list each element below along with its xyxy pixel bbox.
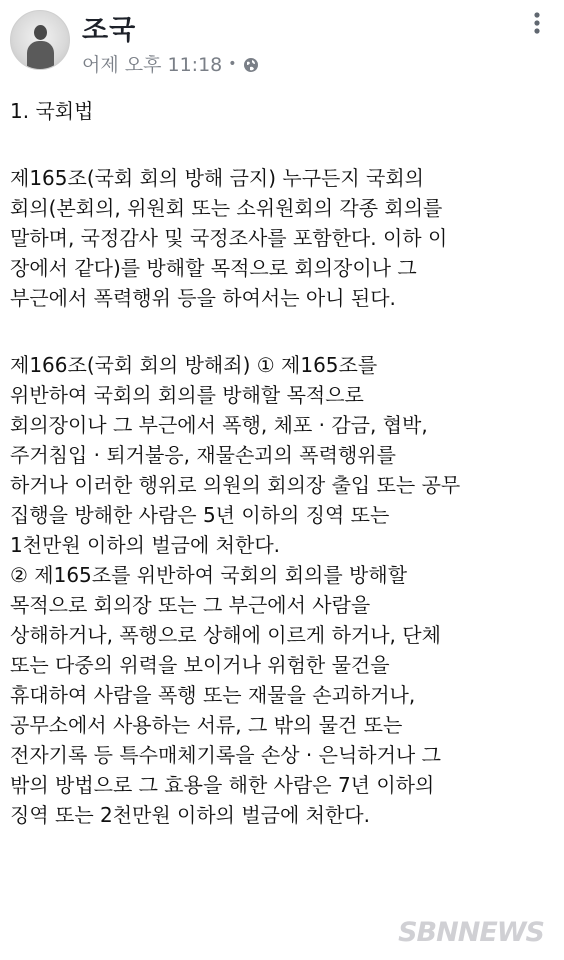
globe-icon[interactable] bbox=[243, 56, 259, 72]
article-166-paragraph-1: 제166조(국회 회의 방해죄) ① 제165조를 위반하여 국회의 회의를 방해할 목적으로 회의장이나 그 부근에서 폭행, 체포 · 감금, 협박, 주거침입 · 퇴거불응, 재물손괴의 폭력행위를 하거나 이러한 행위로 의원의 회의장 출입 또는 공무 집행을 방해한 사람은 5년 이하의 징역 또는 1천만원 이하의 벌금에 처한다. bbox=[10, 353, 461, 557]
avatar-figure-body bbox=[27, 41, 54, 70]
author-name[interactable]: 조국 bbox=[82, 15, 137, 46]
meta-separator: • bbox=[228, 55, 237, 72]
more-dots-icon bbox=[534, 12, 540, 34]
post-heading: 1. 국회법 bbox=[10, 99, 94, 123]
post-meta bbox=[82, 50, 259, 77]
post-header bbox=[0, 0, 564, 80]
more-options-button[interactable] bbox=[526, 12, 548, 34]
post-timestamp[interactable]: 어제 오후 11:18 bbox=[82, 54, 223, 76]
avatar[interactable] bbox=[10, 10, 70, 70]
article-166-paragraph-2: ② 제165조를 위반하여 국회의 회의를 방해할 목적으로 회의장 또는 그 부근에서 사람을 상해하거나, 폭행으로 상해에 이르게 하거나, 단체 또는 다중의 위력을 보이거나 위험한 물건을 휴대하여 사람을 폭행 또는 재물을 손괴하거나, 공무소에서 사용하는 서류, 그 밖의 물건 또는 전자기록 등 특수매체기록을 손상 · 은닉하거나 그 밖의 방법으로 그 효용을 해한 사람은 7년 이하의 징역 또는 2천만원 이하의 벌금에 처한다. bbox=[10, 563, 441, 827]
avatar-figure-head bbox=[34, 25, 47, 40]
article-165-text: 제165조(국회 회의 방해 금지) 누구든지 국회의 회의(본회의, 위원회 또는 소위원회의 각종 회의를 말하며, 국정감사 및 국정조사를 포함한다. 이하 이 장에서 같다)를 방해할 목적으로 회의장이나 그 부근에서 폭력행위 등을 하여서는 아니 된다. bbox=[10, 166, 448, 310]
news-watermark: SBNNEWS bbox=[398, 917, 544, 948]
post-body bbox=[10, 96, 554, 830]
